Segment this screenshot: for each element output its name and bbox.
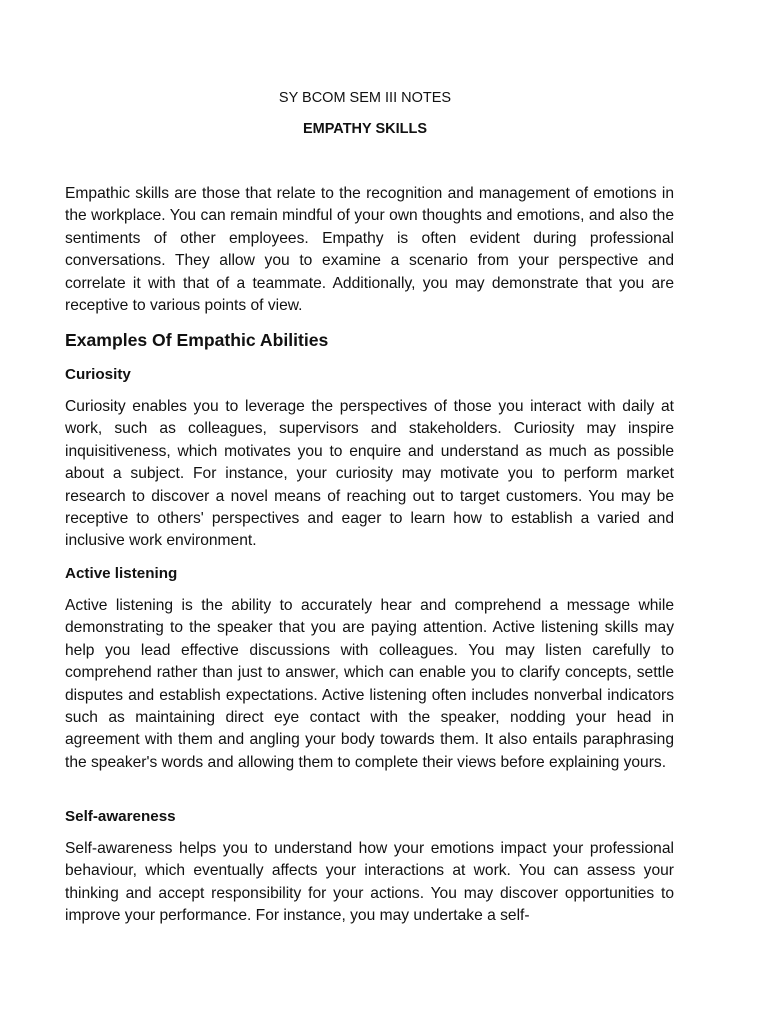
self-awareness-paragraph: Self-awareness helps you to understand how your emotions impact your professional behaviour, which eventually affects your interactions at work. You can assess your thinking and accept responsibility for your actions. You may discover opportunities to improve your performance. For instance, you may undertake a self- xyxy=(65,840,674,925)
active-listening-paragraph: Active listening is the ability to accurately hear and comprehend a message while demonstrating to the speaker that you are paying attention. Active listening skills may help you lead effective discussions with colleagues. You may listen carefully to comprehend rather than just to answer, which can enable you to clarify concepts, settle disputes and establish expectations. Active listening often includes nonverbal indicators such as maintaining direct eye contact with the speaker, nodding your head in agreement with them and angling your body towards them. It also entails paraphrasing the speaker's words and allowing them to complete their views before explaining yours. xyxy=(65,597,674,771)
curiosity-heading: Curiosity xyxy=(65,366,131,383)
document-title: EMPATHY SKILLS xyxy=(302,121,428,137)
section-heading: Examples Of Empathic Abilities xyxy=(65,330,329,350)
intro-paragraph: Empathic skills are those that relate to the recognition and management of emotions in the workplace. You can remain mindful of your own thoughts and emotions, and also the sentiments of other employees. Empathy is often evident during professional conversations. They allow you to examine a scenario from your perspective and correlate it with that of a teammate. Additionally, you may demonstrate that you are receptive to various points of view. xyxy=(65,185,674,315)
active-listening-heading: Active listening xyxy=(65,565,178,582)
self-awareness-heading: Self-awareness xyxy=(65,808,176,825)
course-header: SY BCOM SEM III NOTES xyxy=(278,90,452,106)
curiosity-paragraph: Curiosity enables you to leverage the perspectives of those you interact with daily at work, such as colleagues, supervisors and stakeholders. Curiosity may inspire inquisitiveness, which motivates you to enquire and understand as much as possible about a subject. For instance, your curiosity may motivate you to perform market research to discover a novel means of reaching out to target customers. You may be receptive to others' perspectives and eager to learn how to establish a varied and inclusive work environment. xyxy=(65,398,674,550)
